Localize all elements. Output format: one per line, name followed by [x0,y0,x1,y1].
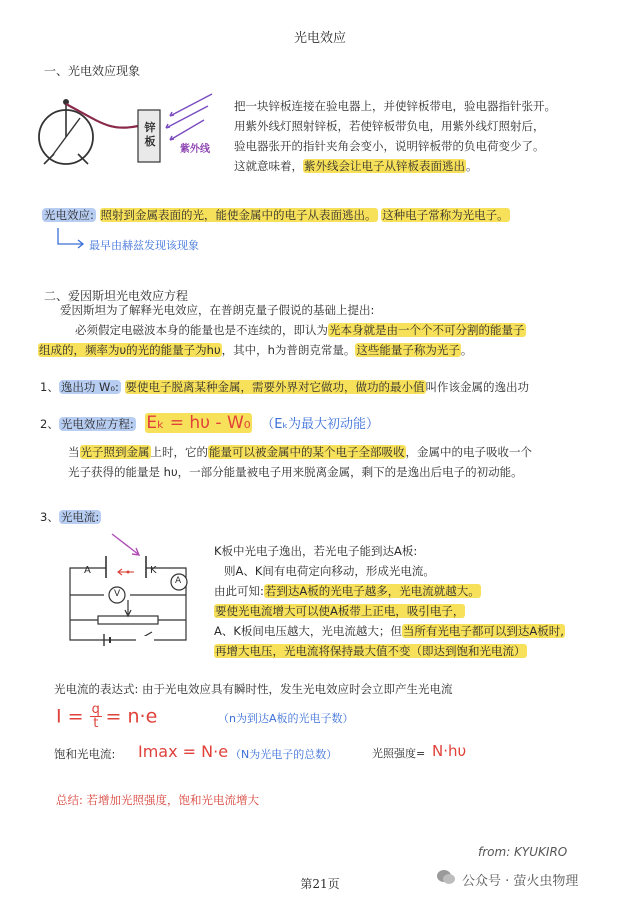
section-1-paragraph [234,96,614,176]
highlight: 当所有光电子都可以到达A板时, [402,624,564,638]
einstein-formula: Eₖ = hυ - W₀ [146,413,251,433]
highlight: 要使电子脱离某种金属，需要外界对它做功，做功的最小值 [125,380,425,394]
item-1-work-function: 1、 逸出功 W₀: 要使电子脱离某种金属，需要外界对它做功，做功的最小值叫作该金属的逸出功 [40,380,529,394]
arrow-icon [56,228,86,250]
photoelectric-definition [42,205,510,225]
highlight: 光子照到金属 [80,445,150,459]
ammeter-label: A [175,576,182,586]
photocurrent-expression-label: 光电流的表达式: 由于光电效应具有瞬时性，发生光电效应时会立即产生光电流 [54,682,453,696]
intensity-label: 光照强度= [372,747,426,760]
definition-term: 光电效应: [44,208,94,222]
para-line-2: 用紫外线灯照射锌板，若使锌板带负电，用紫外线灯照射后， [234,119,545,133]
summary: 总结: 若增加光照强度，饱和光电流增大 [56,793,260,807]
definition-note: 最早由赫兹发现该现象 [89,239,199,252]
item-3-line-5: A、K板间电压越大，光电流越大；但当所有光电子都可以到达A板时, [214,624,564,638]
highlight: 能量可以被金属中的某个电子全部吸收 [209,445,405,459]
saturation-note: （N为光电子的总数） [230,748,338,761]
formula-note: （Eₖ为最大初动能） [261,417,379,432]
item-3-explanation [214,541,634,661]
highlight: 这些能量子称为光子 [356,343,460,357]
item-3-line-3: 由此可知:若到达A板的光电子越多，光电流就越大。 [214,584,480,598]
uv-rays [166,94,212,140]
circuit-diagram [60,530,200,665]
highlight: 紫外线会让电子从锌板表面逃出 [304,159,465,173]
item-3-term: 光电流: [60,510,100,524]
item-2-term: 光电效应方程: [60,417,134,431]
photocurrent-formula: I = $\frac{q}{t}$ = n·e [56,702,158,731]
item-2-equation: 2、 光电效应方程: Eₖ = hυ - W₀ （Eₖ为最大初动能） [40,413,379,433]
photocurrent-formula-note: （n为到达A板的光电子数） [218,712,354,725]
connecting-wire [66,104,138,128]
watermark-account: 公众号 · 萤火虫物理 [462,874,579,889]
zinc-plate-label: 锌板 [144,121,156,148]
section-2-intro: 爱因斯坦为了解释光电效应，在普朗克量子假说的基础上提出: [60,303,375,317]
item-1-term: 逸出功 W₀: [60,380,119,394]
highlight: 光本身就是由一个个不可分割的能量子 [329,323,525,337]
item-3-line-4 [214,601,634,621]
uv-label: 紫外线 [180,144,210,155]
highlight: 要使光电流增大可以使A板带上正电，吸引电子， [215,604,465,618]
section-2-line-1: 必须假定电磁波本身的能量也是不连续的，即认为光本身就是由一个个不可分割的能量子 [75,323,525,337]
highlight: 再增大电压，光电流将保持最大值不变（即达到饱和光电流） [215,644,526,658]
saturation-formula: Imax = N·e [138,742,229,761]
section-2-line-2: 组成的，频率为υ的光的能量子为hυ，其中，h为普朗克常量。这些能量子称为光子。 [39,343,473,357]
watermark-from: from: KYUKIRO [478,845,568,859]
highlight: 组成的，频率为υ的光的能量子为hυ [39,343,221,357]
voltmeter-label: V [114,589,121,599]
intensity-formula: N·hυ [432,742,467,760]
section-1-heading: 一、光电效应现象 [44,64,141,78]
label-a: A [84,565,91,576]
saturation-label: 饱和光电流: [54,747,116,761]
electroscope-needle [52,137,66,156]
section-2-heading: 二、爱因斯坦光电效应方程 [44,289,189,303]
wechat-icon [436,868,456,889]
light-arrow [112,534,138,554]
item-3-line-1: K板中光电子逸出，若光电子能到达A板: [214,544,418,558]
page-title: 光电效应 [293,31,346,46]
item-2-line-2: 光子获得的能量是 hυ，一部分能量被电子用来脱离金属，剩下的是逸出后电子的初动能。 [68,465,523,479]
para-line-4: 这就意味着，紫外线会让电子从锌板表面逃出。 [234,159,478,173]
definition-highlight-1: 照射到金属表面的光，能使金属中的电子从表面逃出。 [100,208,377,222]
highlight: 若到达A板的光电子越多，光电流就越大。 [264,584,480,598]
item-3-line-2: 则A、K间有电荷定向移动，形成光电流。 [224,564,435,578]
item-2-line-1: 当光子照到金属上时，它的能量可以被金属中的某个电子全部吸收，金属中的电子吸收一个 [68,445,532,459]
label-k: K [150,565,157,576]
item-3-line-6 [214,641,634,661]
para-line-1: 把一块锌板连接在验电器上，并使锌板带电，验电器指针张开。 [234,99,556,113]
item-3-photocurrent: 3、 光电流: [40,510,100,524]
definition-highlight-2: 这种电子常称为光电子。 [382,208,509,222]
para-line-3: 验电器张开的指针夹角会变小，说明锌板带的负电荷变少了。 [234,139,545,153]
page-number: 第21页 [300,877,340,891]
